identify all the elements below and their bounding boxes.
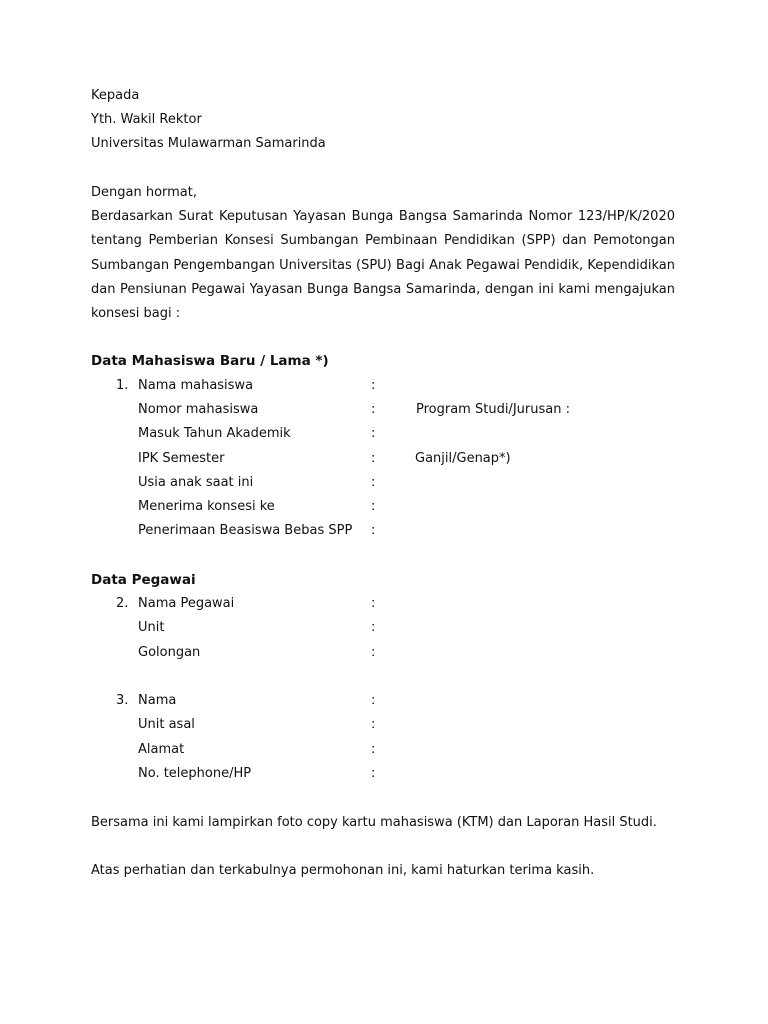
field-label: Unit — [138, 620, 165, 635]
field-label: No. telephone/HP — [138, 766, 252, 781]
form-row — [0, 451, 768, 471]
address-line-institution: Universitas Mulawarman Samarinda — [91, 136, 326, 151]
field-extra: Ganjil/Genap*) — [415, 451, 511, 466]
form-row — [0, 620, 768, 640]
field-label: Nomor mahasiswa — [138, 402, 259, 417]
form-row — [0, 426, 768, 446]
field-colon: : — [371, 645, 376, 660]
field-colon: : — [371, 717, 376, 732]
field-colon: : — [371, 596, 376, 611]
form-row — [0, 402, 768, 422]
closing-line: Atas perhatian dan terkabulnya permohonan ini, kami haturkan terima kasih. — [91, 863, 595, 878]
attachment-note: Bersama ini kami lampirkan foto copy kartu mahasiswa (KTM) dan Laporan Hasil Studi. — [91, 815, 657, 830]
field-label: Nama — [138, 693, 177, 708]
field-colon: : — [371, 426, 376, 441]
field-label: Menerima konsesi ke — [138, 499, 275, 514]
field-label: Nama Pegawai — [138, 596, 235, 611]
form-row — [0, 499, 768, 519]
field-colon: : — [371, 378, 376, 393]
item-number: 3. — [116, 693, 129, 708]
item-number: 2. — [116, 596, 129, 611]
section-heading-student: Data Mahasiswa Baru / Lama *) — [91, 353, 329, 369]
form-row — [0, 523, 768, 543]
field-colon: : — [371, 451, 376, 466]
form-row — [0, 645, 768, 665]
form-row — [0, 693, 768, 713]
salutation: Dengan hormat, — [91, 185, 198, 200]
field-label: Alamat — [138, 742, 185, 757]
form-row — [0, 596, 768, 616]
field-colon: : — [371, 620, 376, 635]
field-label: Nama mahasiswa — [138, 378, 254, 393]
form-row — [0, 742, 768, 762]
form-row — [0, 378, 768, 398]
field-colon: : — [371, 402, 376, 417]
form-row — [0, 475, 768, 495]
form-row — [0, 766, 768, 786]
field-colon: : — [371, 742, 376, 757]
field-label: Golongan — [138, 645, 201, 660]
field-extra: Program Studi/Jurusan : — [416, 402, 570, 417]
field-colon: : — [371, 499, 376, 514]
form-row — [0, 717, 768, 737]
address-line-title: Yth. Wakil Rektor — [91, 112, 202, 127]
body-paragraph: Berdasarkan Surat Keputusan Yayasan Bunga Bangsa Samarinda Nomor 123/HP/K/2020 tentang Pemberian Konsesi Sumbangan Pembinaan Pendidikan (SPP) dan Pemotongan Sumbangan Pengembangan Universitas (SPU) Bagi Anak Pegawai Pendidik, Kependidikan dan Pensiunan Pegawai Yayasan Bunga Bangsa Samarinda, dengan ini kami mengajukan konsesi bagi : — [91, 209, 675, 322]
item-number: 1. — [116, 378, 129, 393]
field-colon: : — [371, 693, 376, 708]
field-label: IPK Semester — [138, 451, 225, 466]
field-colon: : — [371, 766, 376, 781]
field-label: Unit asal — [138, 717, 195, 732]
field-colon: : — [371, 475, 376, 490]
section-heading-employee: Data Pegawai — [91, 572, 196, 588]
field-label: Penerimaan Beasiswa Bebas SPP — [138, 523, 353, 538]
field-colon: : — [371, 523, 376, 538]
field-label: Usia anak saat ini — [138, 475, 254, 490]
address-line-recipient: Kepada — [91, 88, 140, 103]
field-label: Masuk Tahun Akademik — [138, 426, 291, 441]
